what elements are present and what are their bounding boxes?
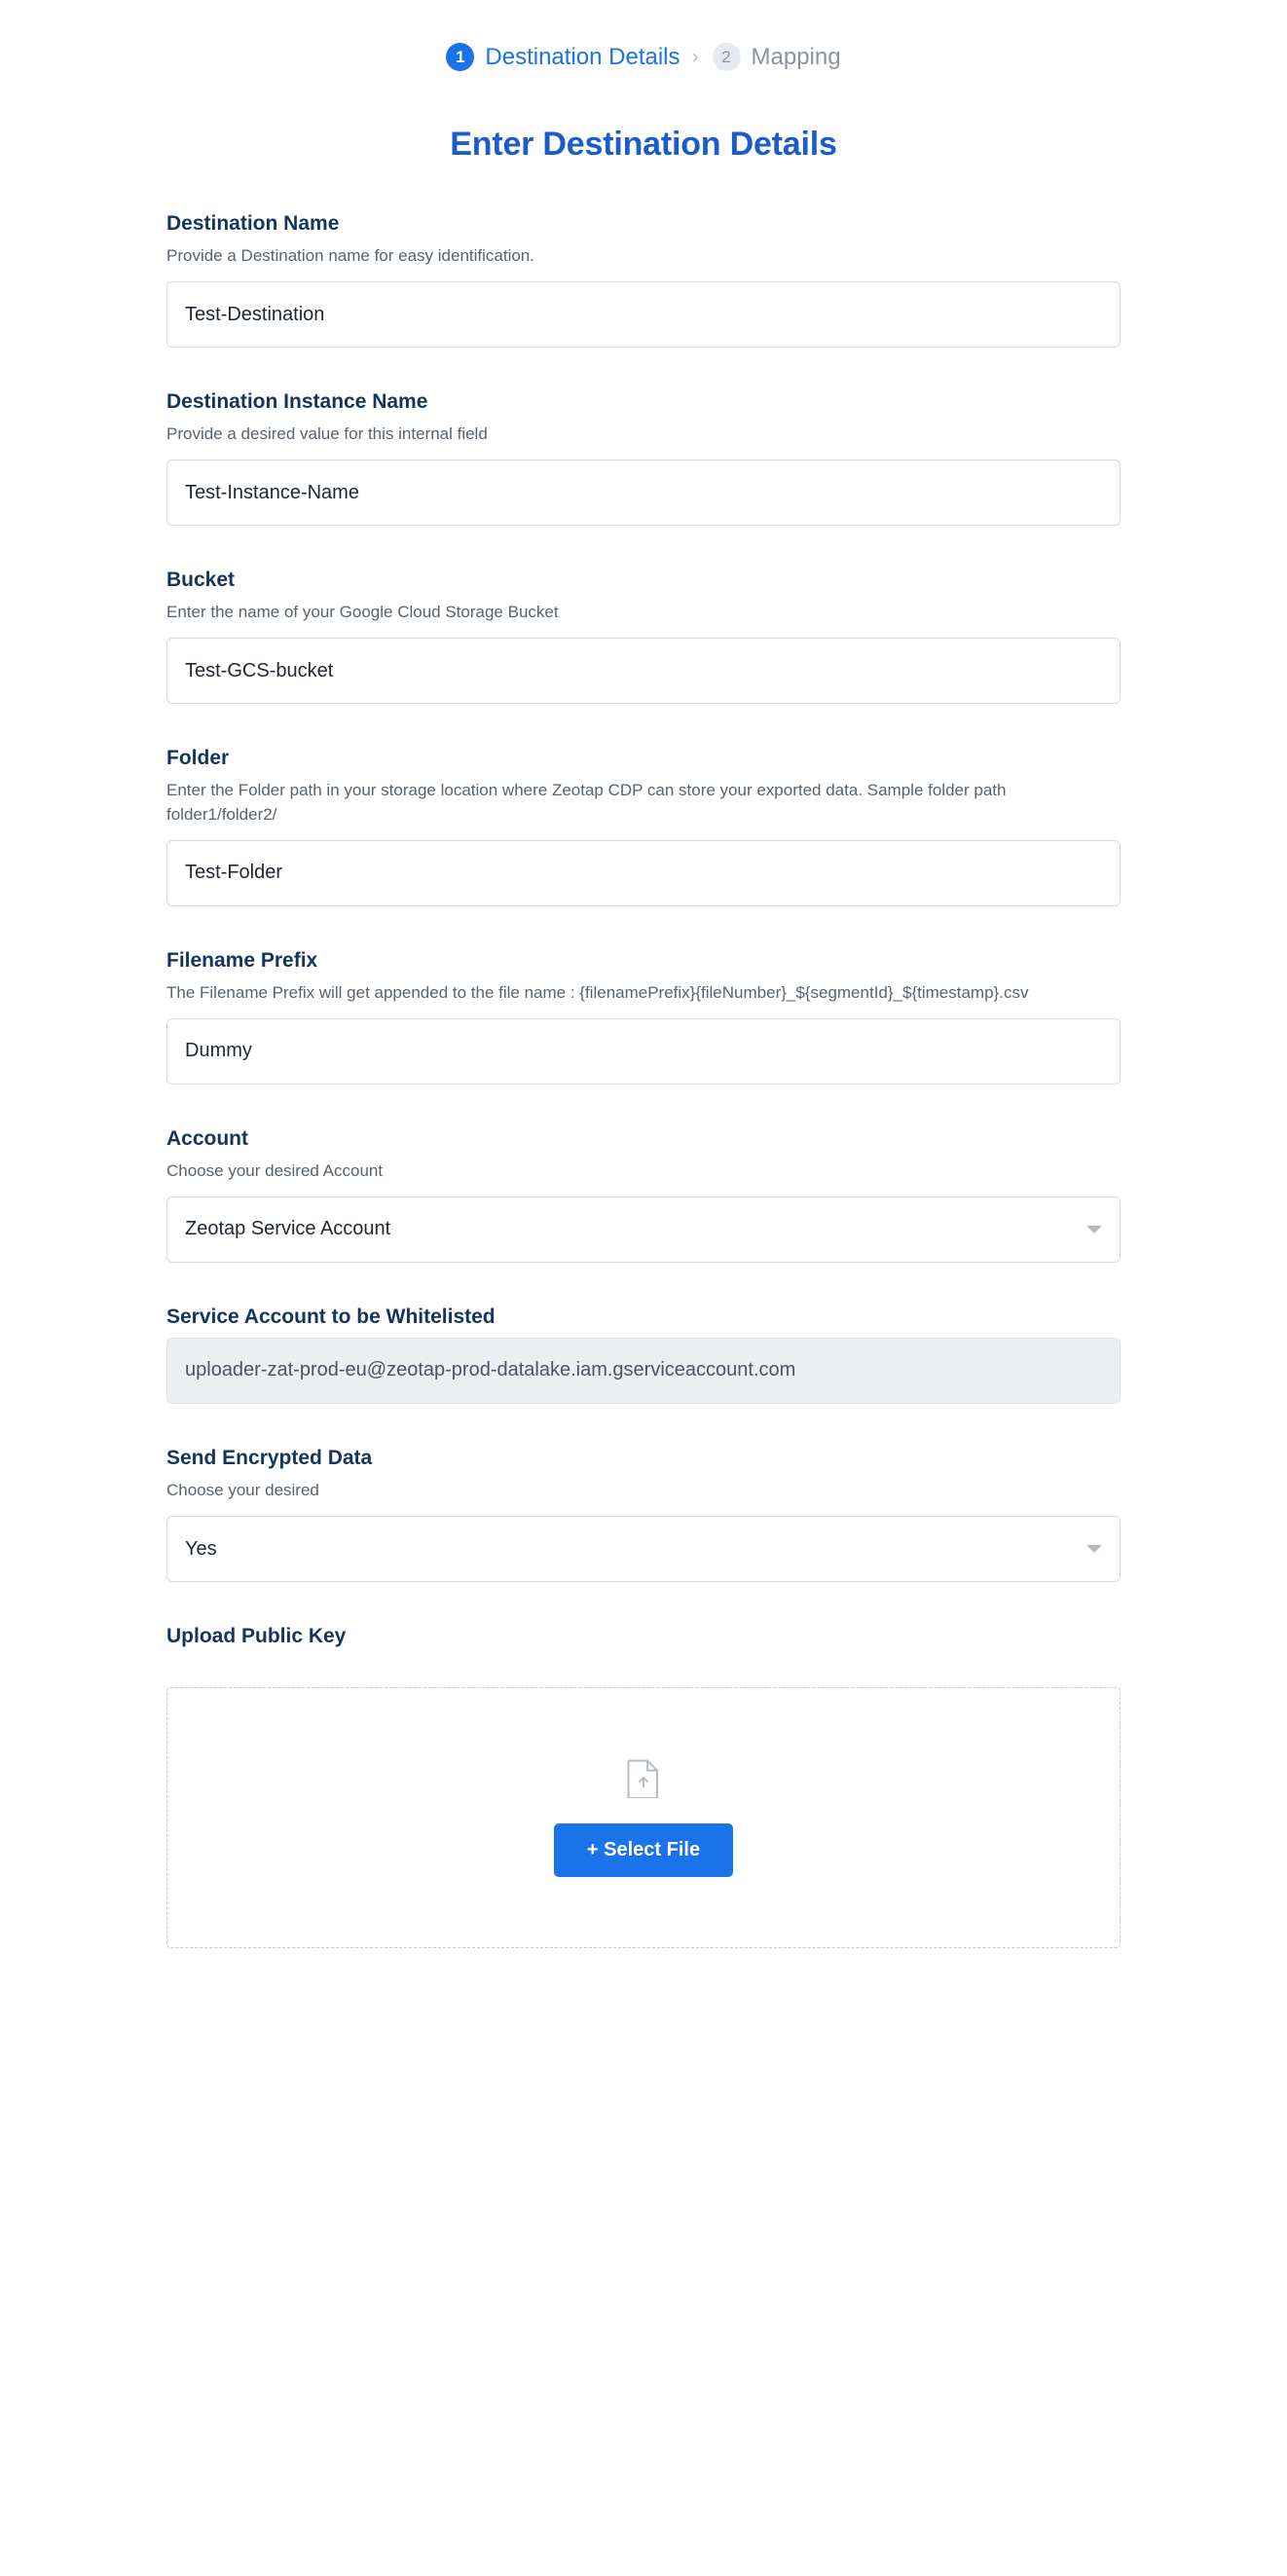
field-bucket xyxy=(166,569,1121,704)
field-account xyxy=(166,1127,1121,1263)
field-send-encrypted-data xyxy=(166,1447,1121,1582)
field-destination-instance-name xyxy=(166,390,1121,526)
step-2-number: 2 xyxy=(713,43,741,71)
send-encrypted-data-select[interactable] xyxy=(166,1516,1121,1582)
field-upload-public-key xyxy=(166,1625,1121,1948)
folder-label: Folder xyxy=(166,747,230,770)
step-1-label: Destination Details xyxy=(485,43,680,70)
field-folder xyxy=(166,747,1121,905)
account-selected-value: Zeotap Service Account xyxy=(185,1218,391,1240)
service-account-whitelisted-value: uploader-zat-prod-eu@zeotap-prod-datalake.iam.gserviceaccount.com xyxy=(166,1338,1121,1404)
step-mapping[interactable] xyxy=(713,43,841,71)
destination-instance-name-help: Provide a desired value for this internal field xyxy=(166,424,488,444)
wizard-stepper xyxy=(0,43,1287,71)
account-label: Account xyxy=(166,1126,248,1150)
chevron-down-icon xyxy=(1086,1226,1102,1233)
bucket-label: Bucket xyxy=(166,569,236,592)
filename-prefix-help: The Filename Prefix will get appended to the file name : {filenamePrefix}{fileNumber}_${segmentId}_${timestamp}.csv xyxy=(166,982,1029,1002)
account-help: Choose your desired Account xyxy=(166,1160,384,1180)
field-destination-name xyxy=(166,212,1121,348)
folder-help: Enter the Folder path in your storage location where Zeotap CDP can store your exported data. Sample folder path folder1/folder2/ xyxy=(166,781,1007,824)
field-filename-prefix xyxy=(166,949,1121,1085)
select-file-button[interactable]: + Select File xyxy=(554,1823,733,1877)
send-encrypted-data-label: Send Encrypted Data xyxy=(166,1446,373,1469)
send-encrypted-data-help: Choose your desired xyxy=(166,1480,319,1499)
service-account-whitelisted-label: Service Account to be Whitelisted xyxy=(166,1305,496,1328)
step-1-number: 1 xyxy=(446,43,474,71)
filename-prefix-label: Filename Prefix xyxy=(166,948,318,972)
destination-name-label: Destination Name xyxy=(166,212,340,235)
filename-prefix-input[interactable] xyxy=(166,1018,1121,1085)
field-service-account-whitelisted xyxy=(166,1306,1121,1404)
upload-public-key-label: Upload Public Key xyxy=(166,1625,347,1647)
send-encrypted-data-selected-value: Yes xyxy=(185,1537,217,1560)
chevron-down-icon xyxy=(1086,1545,1102,1553)
destination-details-form xyxy=(104,212,1183,1948)
bucket-help: Enter the name of your Google Cloud Storage Bucket xyxy=(166,603,559,622)
account-select[interactable] xyxy=(166,1196,1121,1263)
step-separator-icon: › xyxy=(691,45,699,68)
destination-name-help: Provide a Destination name for easy identification. xyxy=(166,246,534,265)
file-dropzone[interactable] xyxy=(166,1687,1121,1948)
step-destination-details[interactable] xyxy=(446,43,680,71)
destination-name-input[interactable] xyxy=(166,281,1121,348)
file-upload-icon xyxy=(627,1759,660,1798)
destination-instance-name-input[interactable] xyxy=(166,460,1121,526)
page-title: Enter Destination Details xyxy=(450,126,837,163)
step-2-label: Mapping xyxy=(751,43,841,70)
destination-instance-name-label: Destination Instance Name xyxy=(166,390,428,414)
folder-input[interactable] xyxy=(166,840,1121,906)
bucket-input[interactable] xyxy=(166,638,1121,704)
